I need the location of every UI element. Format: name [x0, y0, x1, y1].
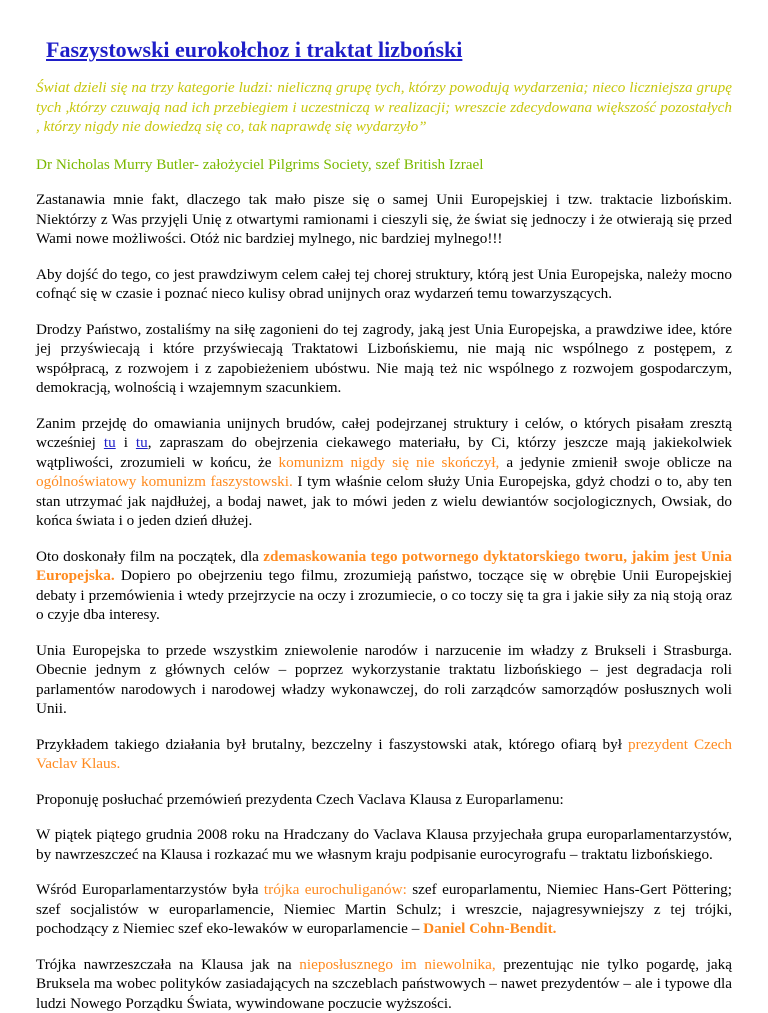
- paragraph-8: Proponuję posłuchać przemówień prezydenta Czech Vaclava Klausa z Europarlamenu:: [36, 790, 732, 810]
- paragraph-4-text-d: a jedynie zmienił swoje oblicze na: [499, 454, 732, 471]
- highlight-komunizm: komunizm nigdy się nie skończył,: [279, 454, 500, 471]
- link-tu-2[interactable]: tu: [136, 434, 148, 451]
- paragraph-5: [36, 547, 732, 625]
- paragraph-10: [36, 880, 732, 939]
- paragraph-4-text-b: i: [116, 434, 136, 451]
- highlight-komunizm-faszystowski: ogólnoświatowy komunizm faszystowski.: [36, 473, 293, 490]
- paragraph-6: Unia Europejska to przede wszystkim zniewolenie narodów i narzucenie im władzy z Brukseli i Strasburga. Obecnie jednym z głównych celów – poprzez wykorzystanie traktatu lizbońskiego – jest degradacja roli parlamentów narodowych i narodowej władzy wykonawczej, do roli zarządców samorządów posłusznych woli Unii.: [36, 641, 732, 719]
- paragraph-5-text-a: Oto doskonały film na początek, dla: [36, 548, 263, 565]
- paragraph-7: [36, 735, 732, 774]
- article-title: Faszystowski eurokołchoz i traktat lizboński: [46, 36, 732, 64]
- paragraph-2: Aby dojść do tego, co jest prawdziwym celem całej tej chorej struktury, którą jest Unia Europejska, należy mocno cofnąć się w czasie i poznać nieco kulisy obrad unijnych oraz wydarzeń temu towarzyszących.: [36, 265, 732, 304]
- paragraph-11-text-b: prezentując nie tylko pogardę, jaką Bruksela ma wobec polityków zasiadających na szczeblach państwowych – nawet prezydentów – ale i typowe dla ludzi Nowego Porządku Świata, wywindowane poczucie wyższości.: [36, 956, 732, 1012]
- paragraph-4-text-e: I tym właśnie celom służy Unia Europejska, gdyż chodzi o to, aby ten stan utrzymać jak najdłużej, a bodaj nawet, jak to mówi jeden z wielu dewiantów socjologicznych, Owsiak, do końca świata i o jeden dzień dłużej.: [36, 473, 732, 529]
- paragraph-4: [36, 414, 732, 531]
- highlight-niewolnika: nieposłusznego im niewolnika,: [299, 956, 495, 973]
- epigraph-quote: Świat dzieli się na trzy kategorie ludzi: nieliczną grupę tych, którzy powodują wydarzenia; nieco liczniejsza grupę tych ,którzy czuwają nad ich przebiegiem i uczestniczą w realizacji; wreszcie zdecydowana większość pozostałych , którzy nigdy nie dowiedzą się co, tak naprawdę się wydarzyło”: [36, 78, 732, 137]
- highlight-cohn-bendit: Daniel Cohn-Bendit.: [423, 920, 556, 937]
- quote-author: Dr Nicholas Murry Butler- założyciel Pilgrims Society, szef British Izrael: [36, 155, 732, 175]
- paragraph-11-text-a: Trójka nawrzeszczała na Klausa jak na: [36, 956, 299, 973]
- paragraph-9: W piątek piątego grudnia 2008 roku na Hradczany do Vaclava Klausa przyjechała grupa europarlamentarzystów, by nawrzeszczeć na Klausa i rozkazać mu we własnym kraju podpisanie eurocyrografu – traktatu lizbońskiego.: [36, 825, 732, 864]
- paragraph-10-text-b: szef europarlamentu, Niemiec Hans-Gert Pöttering; szef socjalistów w europarlamencie, Niemiec Martin Schulz; i wreszcie, najagresywniejszy z tej trójki, pochodzący z Niemiec szef eko-lewaków w europarlamencie –: [36, 881, 732, 937]
- paragraph-7-text-a: Przykładem takiego działania był brutalny, bezczelny i faszystowski atak, którego ofiarą był: [36, 736, 628, 753]
- highlight-trojka: trójka eurochuliganów:: [264, 881, 407, 898]
- paragraph-5-text-b: Dopiero po obejrzeniu tego filmu, zrozumieją państwo, toczące się w obrębie Unii Europejskiej debaty i przemówienia i wtedy przejrzycie na oczy i zrozumiecie, o co toczy się ta gra i jakie siły za nią stoją oraz o czyje dba interesy.: [36, 567, 732, 623]
- paragraph-1: Zastanawia mnie fakt, dlaczego tak mało pisze się o samej Unii Europejskiej i tzw. traktacie lizbońskim. Niektórzy z Was przyjęli Unię z otwartymi ramionami i cieszyli się, że świat się jednoczy i że otwierają się przed Wami nowe możliwości. Otóż nic bardziej mylnego, nic bardziej mylnego!!!: [36, 190, 732, 249]
- highlight-zdemaskowania: zdemaskowania tego potwornego dyktatorskiego tworu, jakim jest Unia Europejska.: [36, 548, 732, 585]
- link-tu-1[interactable]: tu: [104, 434, 116, 451]
- highlight-prezydent-czech: prezydent Czech Vaclav Klaus.: [36, 736, 732, 773]
- paragraph-4-text-c: , zapraszam do obejrzenia ciekawego materiału, by Ci, którzy jeszcze mają jakiekolwiek wątpliwości, zrozumieli w końcu, że: [36, 434, 732, 471]
- paragraph-3: Drodzy Państwo, zostaliśmy na siłę zagonieni do tej zagrody, jaką jest Unia Europejska, a prawdziwe idee, które jej przyświecają i które przyświecają Traktatowi Lizbońskiemu, nie mają nic wspólnego z postępem, z współpracą, z rozwojem i z zapobieżeniem ubóstwu. Nie mają też nic wspólnego z rozwojem gospodarczym, demokracją, wolnością i wzajemnym szacunkiem.: [36, 320, 732, 398]
- paragraph-11: [36, 955, 732, 1013]
- paragraph-10-text-a: Wśród Europarlamentarzystów była: [36, 881, 264, 898]
- paragraph-4-text-a: Zanim przejdę do omawiania unijnych brudów, całej podejrzanej struktury i celów, o których pisałam zresztą wcześniej: [36, 415, 732, 452]
